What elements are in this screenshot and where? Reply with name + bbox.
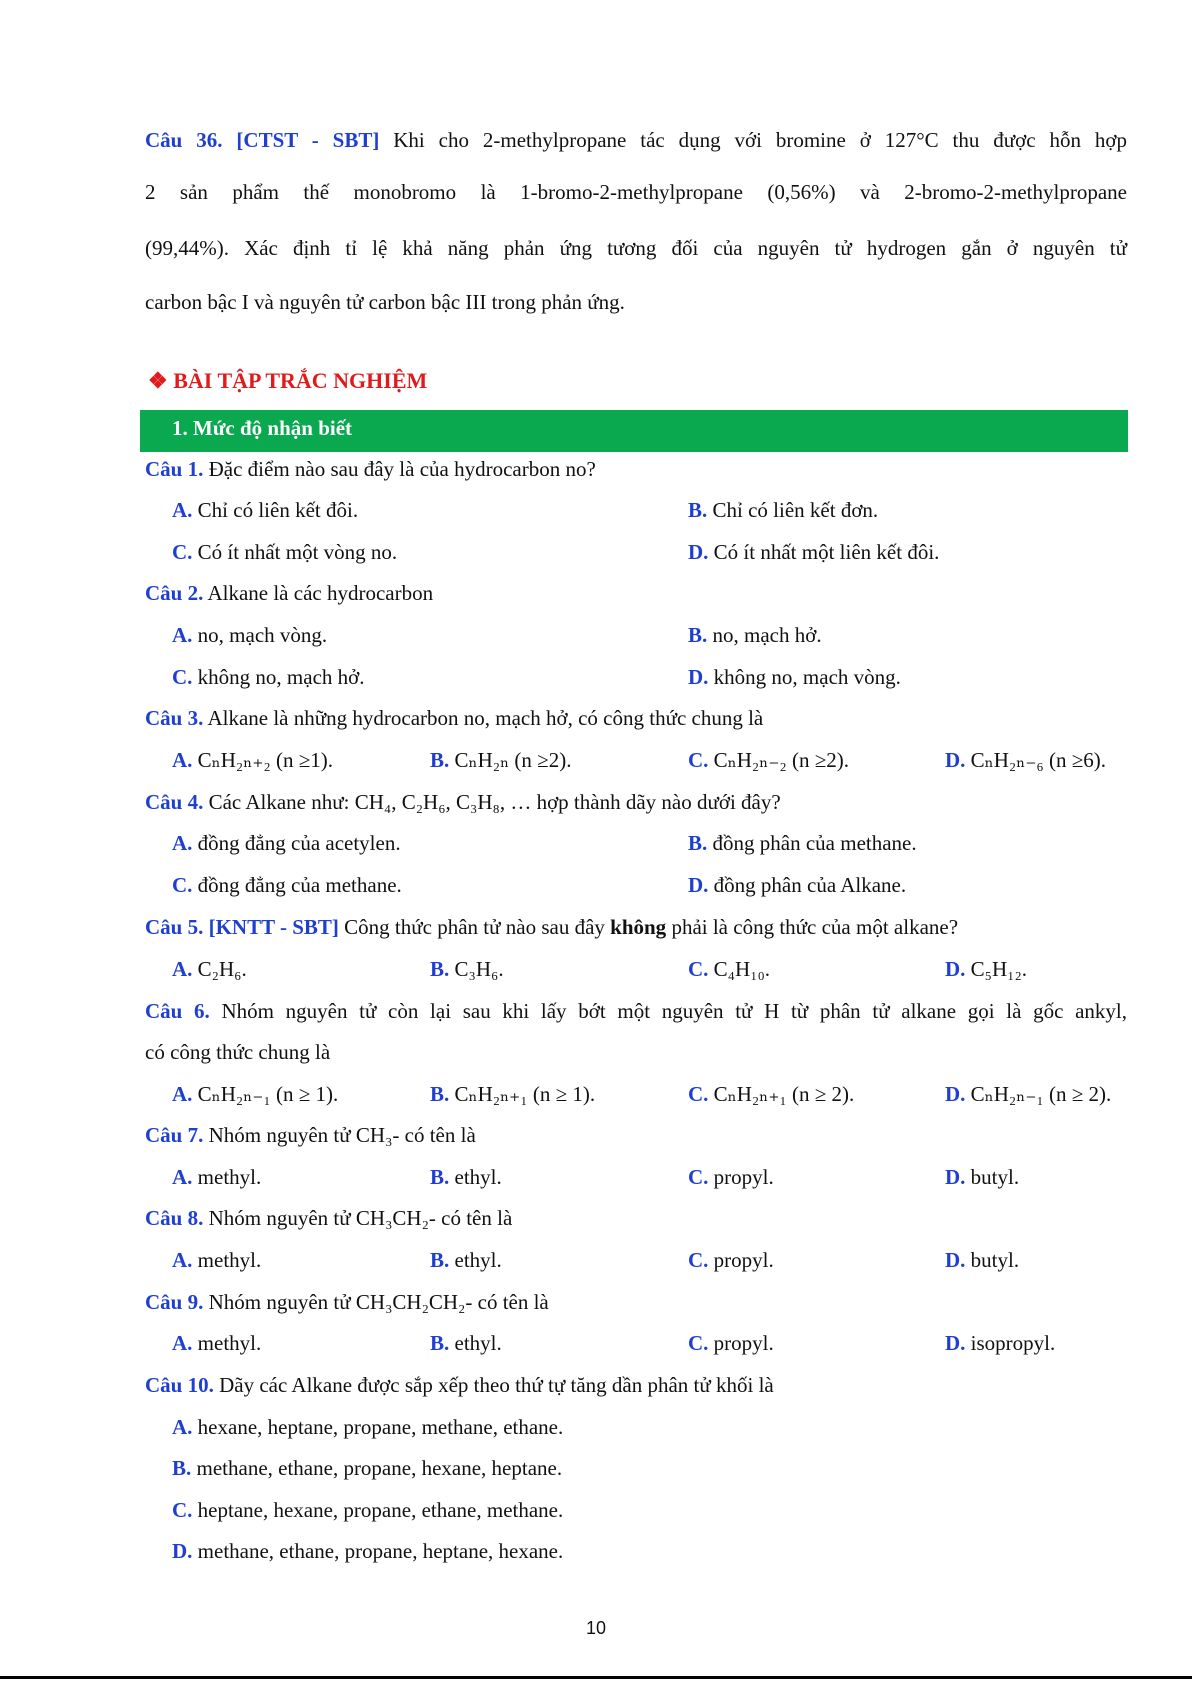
option-letter: A.: [172, 957, 193, 981]
q7-option-b[interactable]: [430, 1165, 502, 1190]
q9-option-d[interactable]: [945, 1331, 1055, 1356]
question-3: [145, 706, 763, 731]
option-text: đồng đẳng của methane.: [197, 873, 402, 897]
q2-option-c[interactable]: [172, 665, 365, 690]
question-text: phải là công thức của một alkane?: [671, 915, 959, 939]
q36-source: [CTST - SBT]: [236, 128, 380, 152]
question-7: [145, 1123, 476, 1148]
option-letter: B.: [430, 1248, 450, 1272]
question-text: Nhóm nguyên tử CH₃CH₂- có tên là: [208, 1206, 513, 1230]
question-text: Alkane là những hydrocarbon no, mạch hở, có công thức chung là: [207, 706, 764, 730]
q5-option-a[interactable]: [172, 957, 247, 982]
option-text: ethyl.: [454, 1248, 502, 1272]
q4-option-a[interactable]: [172, 831, 401, 856]
q4-option-b[interactable]: [688, 831, 917, 856]
question-5: [145, 915, 958, 940]
q9-option-b[interactable]: [430, 1331, 502, 1356]
q5-option-b[interactable]: [430, 957, 504, 982]
option-text: methyl.: [197, 1248, 262, 1272]
option-letter: D.: [945, 748, 966, 772]
question-label: Câu 3.: [145, 706, 204, 730]
question-label: Câu 8.: [145, 1206, 204, 1230]
q6-option-c[interactable]: [688, 1082, 854, 1107]
option-text: CₙH₂ₙ₋₆ (n ≥6).: [970, 748, 1107, 772]
question-label: Câu 1.: [145, 457, 204, 481]
q2-option-d[interactable]: [688, 665, 901, 690]
q6-option-a[interactable]: [172, 1082, 338, 1107]
option-letter: A.: [172, 1331, 193, 1355]
option-letter: B.: [430, 1165, 450, 1189]
option-letter: A.: [172, 1415, 193, 1439]
question-label: Câu 5.: [145, 915, 204, 939]
q4-option-c[interactable]: [172, 873, 402, 898]
option-text: Có ít nhất một liên kết đôi.: [713, 540, 940, 564]
option-text: Có ít nhất một vòng no.: [197, 540, 398, 564]
level-band-title: 1. Mức độ nhận biết: [172, 416, 353, 440]
q2-option-a[interactable]: [172, 623, 327, 648]
option-letter: C.: [172, 873, 193, 897]
question-emphasis: không: [610, 915, 667, 939]
option-text: C₄H₁₀.: [713, 957, 771, 981]
option-letter: A.: [172, 1082, 193, 1106]
level-band: [140, 410, 1128, 452]
question-text: Các Alkane như: CH₄, C₂H₆, C₃H₈, … hợp thành dãy nào dưới đây?: [208, 790, 781, 814]
option-letter: A.: [172, 623, 193, 647]
option-text: butyl.: [970, 1248, 1020, 1272]
question-9: [145, 1290, 549, 1315]
q3-option-d[interactable]: [945, 748, 1106, 773]
option-letter: C.: [172, 665, 193, 689]
option-letter: C.: [172, 1498, 193, 1522]
option-letter: B.: [172, 1456, 192, 1480]
option-text: đồng phân của Alkane.: [713, 873, 907, 897]
option-letter: B.: [430, 748, 450, 772]
option-text: propyl.: [713, 1165, 774, 1189]
question-source: [KNTT - SBT]: [208, 915, 339, 939]
option-letter: A.: [172, 1165, 193, 1189]
question-text: Đặc điểm nào sau đây là của hydrocarbon no?: [208, 457, 596, 481]
question-label: Câu 10.: [145, 1373, 214, 1397]
option-letter: B.: [430, 1082, 450, 1106]
option-text: butyl.: [970, 1165, 1020, 1189]
q8-option-c[interactable]: [688, 1248, 774, 1273]
q7-option-a[interactable]: [172, 1165, 261, 1190]
question-label: Câu 9.: [145, 1290, 204, 1314]
q5-option-c[interactable]: [688, 957, 770, 982]
option-letter: B.: [688, 623, 708, 647]
option-letter: D.: [688, 873, 709, 897]
q2-option-b[interactable]: [688, 623, 822, 648]
q1-option-b[interactable]: [688, 498, 878, 523]
q10-option-c[interactable]: [172, 1498, 563, 1523]
option-text: đồng đẳng của acetylen.: [197, 831, 401, 855]
option-text: C₂H₆.: [197, 957, 247, 981]
option-letter: D.: [945, 1331, 966, 1355]
section-title: ❖ BÀI TẬP TRẮC NGHIỆM: [148, 368, 428, 393]
q8-option-a[interactable]: [172, 1248, 261, 1273]
q10-option-a[interactable]: [172, 1415, 563, 1440]
question-label: Câu 6.: [145, 999, 210, 1023]
q9-option-a[interactable]: [172, 1331, 261, 1356]
option-text: đồng phân của methane.: [712, 831, 917, 855]
option-text: Chỉ có liên kết đơn.: [712, 498, 879, 522]
q1-option-c[interactable]: [172, 540, 397, 565]
option-text: methyl.: [197, 1331, 262, 1355]
option-text: C₃H₆.: [454, 957, 504, 981]
question-text: Nhóm nguyên tử CH₃CH₂CH₂- có tên là: [208, 1290, 549, 1314]
q8-option-d[interactable]: [945, 1248, 1019, 1273]
q5-option-d[interactable]: [945, 957, 1027, 982]
option-letter: D.: [945, 957, 966, 981]
option-letter: A.: [172, 1248, 193, 1272]
option-text: propyl.: [713, 1331, 774, 1355]
question-label: Câu 4.: [145, 790, 204, 814]
option-letter: D.: [172, 1539, 193, 1563]
question-6: [145, 999, 1127, 1024]
option-text: hexane, heptane, propane, methane, ethane.: [197, 1415, 564, 1439]
option-letter: C.: [688, 1082, 709, 1106]
option-text: propyl.: [713, 1248, 774, 1272]
option-letter: D.: [688, 665, 709, 689]
q10-option-b[interactable]: [172, 1456, 562, 1481]
question-text: Alkane là các hydrocarbon: [207, 581, 434, 605]
option-letter: A.: [172, 831, 193, 855]
q6-option-d[interactable]: [945, 1082, 1111, 1107]
option-letter: C.: [688, 957, 709, 981]
question-text: Nhóm nguyên tử còn lại sau khi lấy bớt một nguyên tử H từ phân tử alkane gọi là gốc ankyl,: [221, 999, 1127, 1023]
q1-option-a[interactable]: [172, 498, 358, 523]
option-letter: D.: [688, 540, 709, 564]
option-letter: A.: [172, 498, 193, 522]
option-text: CₙH₂ₙ₋₂ (n ≥2).: [713, 748, 850, 772]
q3-option-c[interactable]: [688, 748, 849, 773]
option-text: không no, mạch vòng.: [713, 665, 901, 689]
option-text: no, mạch hở.: [712, 623, 822, 647]
page-bottom-rule: [0, 1676, 1192, 1679]
option-text: no, mạch vòng.: [197, 623, 328, 647]
q1-option-d[interactable]: [688, 540, 939, 565]
q36-text-1: Khi cho 2-methylpropane tác dụng với bromine ở 127°C thu được hỗn hợp: [393, 128, 1127, 152]
question-10: [145, 1373, 774, 1398]
question-label: Câu 7.: [145, 1123, 204, 1147]
q8-option-b[interactable]: [430, 1248, 502, 1273]
option-letter: C.: [688, 1248, 709, 1272]
option-text: CₙH₂ₙ₊₁ (n ≥ 1).: [454, 1082, 596, 1106]
question-8: [145, 1206, 512, 1231]
option-text: ethyl.: [454, 1165, 502, 1189]
option-text: methane, ethane, propane, heptane, hexane.: [197, 1539, 564, 1563]
option-letter: B.: [688, 831, 708, 855]
question-text: Nhóm nguyên tử CH₃- có tên là: [208, 1123, 476, 1147]
option-text: CₙH₂ₙ₊₂ (n ≥1).: [197, 748, 334, 772]
option-text: heptane, hexane, propane, ethane, methane.: [197, 1498, 564, 1522]
question-6-cont: có công thức chung là: [145, 1040, 331, 1064]
option-letter: C.: [688, 1331, 709, 1355]
option-letter: B.: [688, 498, 708, 522]
question-1: [145, 457, 596, 482]
option-text: CₙH₂ₙ₊₁ (n ≥ 2).: [713, 1082, 855, 1106]
q9-option-c[interactable]: [688, 1331, 774, 1356]
option-text: ethyl.: [454, 1331, 502, 1355]
option-letter: D.: [945, 1082, 966, 1106]
option-letter: C.: [172, 540, 193, 564]
q6-option-b[interactable]: [430, 1082, 595, 1107]
option-letter: B.: [430, 957, 450, 981]
q36-label: Câu 36.: [145, 128, 223, 152]
question-text: Công thức phân tử nào sau đây: [344, 915, 605, 939]
option-text: CₙH₂ₙ₋₁ (n ≥ 2).: [970, 1082, 1112, 1106]
option-text: methyl.: [197, 1165, 262, 1189]
option-letter: B.: [430, 1331, 450, 1355]
option-text: C₅H₁₂.: [970, 957, 1028, 981]
q36-line2: 2 sản phẩm thế monobromo là 1-bromo-2-methylpropane (0,56%) và 2-bromo-2-methylpropane: [145, 180, 1127, 204]
q10-option-d[interactable]: [172, 1539, 563, 1564]
option-text: isopropyl.: [970, 1331, 1056, 1355]
q7-option-c[interactable]: [688, 1165, 774, 1190]
question-text: Dãy các Alkane được sắp xếp theo thứ tự tăng dần phân tử khối là: [219, 1373, 774, 1397]
option-letter: D.: [945, 1165, 966, 1189]
option-text: CₙH₂ₙ₋₁ (n ≥ 1).: [197, 1082, 339, 1106]
q4-option-d[interactable]: [688, 873, 906, 898]
question-2: [145, 581, 433, 606]
q36-line1: [145, 128, 1127, 153]
q3-option-b[interactable]: [430, 748, 571, 773]
q36-line4: carbon bậc I và nguyên tử carbon bậc III trong phản ứng.: [145, 290, 625, 314]
option-letter: C.: [688, 748, 709, 772]
q7-option-d[interactable]: [945, 1165, 1019, 1190]
q3-option-a[interactable]: [172, 748, 333, 773]
option-letter: D.: [945, 1248, 966, 1272]
page-number: 10: [585, 1618, 607, 1638]
option-letter: A.: [172, 748, 193, 772]
question-label: Câu 2.: [145, 581, 204, 605]
option-text: Chỉ có liên kết đôi.: [197, 498, 359, 522]
question-4: [145, 790, 781, 815]
option-text: methane, ethane, propane, hexane, heptane.: [196, 1456, 563, 1480]
option-text: không no, mạch hở.: [197, 665, 365, 689]
option-letter: C.: [688, 1165, 709, 1189]
option-text: CₙH₂ₙ (n ≥2).: [454, 748, 572, 772]
q36-line3: (99,44%). Xác định tỉ lệ khả năng phản ứng tương đối của nguyên tử hydrogen gắn ở nguyên tử: [145, 236, 1127, 260]
